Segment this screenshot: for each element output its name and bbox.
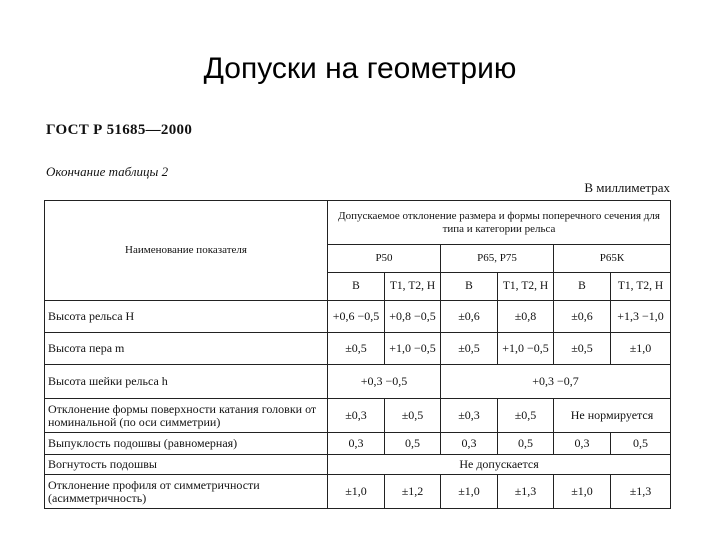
header-type-r65-r75: Р65, Р75 bbox=[441, 245, 554, 273]
table-cell-merged: +0,3 −0,5 bbox=[328, 365, 441, 399]
table-cell: ±1,2 bbox=[385, 475, 441, 509]
table-cell: ±0,5 bbox=[498, 399, 554, 433]
units-label: В миллиметрах bbox=[584, 180, 670, 195]
table-cell: ±1,3 bbox=[498, 475, 554, 509]
row-name: Вогнутость подошвы bbox=[45, 455, 328, 475]
table-cell: +1,0 −0,5 bbox=[385, 333, 441, 365]
table-cell: ±0,5 bbox=[385, 399, 441, 433]
table-cell: +1,0 −0,5 bbox=[498, 333, 554, 365]
header-type-r65k: Р65К bbox=[554, 245, 671, 273]
row-name: Высота рельса H bbox=[45, 301, 328, 333]
tolerance-table bbox=[44, 200, 671, 509]
table-cell: ±0,8 bbox=[498, 301, 554, 333]
row-name: Высота шейки рельса h bbox=[45, 365, 328, 399]
table-cell: 0,3 bbox=[328, 433, 385, 455]
table-cell: +0,8 −0,5 bbox=[385, 301, 441, 333]
table-cell: ±1,0 bbox=[611, 333, 671, 365]
header-tolerance-group: Допускаемое отклонение размера и формы поперечного сечения для типа и категории рельса bbox=[328, 201, 671, 245]
header-category: Т1, Т2, Н bbox=[498, 273, 554, 301]
table-row bbox=[45, 333, 671, 365]
table-cell: ±0,6 bbox=[554, 301, 611, 333]
header-category: В bbox=[328, 273, 385, 301]
table-cell: ±0,5 bbox=[554, 333, 611, 365]
table-cell: ±0,3 bbox=[441, 399, 498, 433]
table-row bbox=[45, 433, 671, 455]
table-row bbox=[45, 365, 671, 399]
table-cell-merged: +0,3 −0,7 bbox=[441, 365, 671, 399]
table-cell: ±1,0 bbox=[554, 475, 611, 509]
table-cell: ±1,0 bbox=[441, 475, 498, 509]
row-name: Отклонение профиля от симметричности (асимметричность) bbox=[45, 475, 328, 509]
header-category: Т1, Т2, Н bbox=[611, 273, 671, 301]
table-row bbox=[45, 301, 671, 333]
scanned-document bbox=[38, 118, 678, 533]
table-cell: ±1,3 bbox=[611, 475, 671, 509]
header-parameter-name: Наименование показателя bbox=[45, 201, 328, 301]
table-cell: ±0,3 bbox=[328, 399, 385, 433]
header-category: В bbox=[441, 273, 498, 301]
table-cell: +0,6 −0,5 bbox=[328, 301, 385, 333]
standard-number: ГОСТ Р 51685—2000 bbox=[46, 122, 193, 138]
table-cell: ±1,0 bbox=[328, 475, 385, 509]
row-name: Выпуклость подошвы (равномерная) bbox=[45, 433, 328, 455]
table-cell: 0,5 bbox=[498, 433, 554, 455]
table-cell-merged: Не нормируется bbox=[554, 399, 671, 433]
row-name: Отклонение формы поверхности катания головки от номинальной (по оси симметрии) bbox=[45, 399, 328, 433]
table-row bbox=[45, 455, 671, 475]
table-cell: 0,3 bbox=[554, 433, 611, 455]
table-cell: 0,5 bbox=[385, 433, 441, 455]
table-cell: +1,3 −1,0 bbox=[611, 301, 671, 333]
table-caption: Окончание таблицы 2 bbox=[46, 164, 169, 179]
table-cell: ±0,5 bbox=[441, 333, 498, 365]
table-cell-merged: Не допускается bbox=[328, 455, 671, 475]
table-row bbox=[45, 399, 671, 433]
header-category: В bbox=[554, 273, 611, 301]
row-name: Высота пера m bbox=[45, 333, 328, 365]
header-category: Т1, Т2, Н bbox=[385, 273, 441, 301]
table-row bbox=[45, 475, 671, 509]
table-cell: ±0,6 bbox=[441, 301, 498, 333]
table-cell: ±0,5 bbox=[328, 333, 385, 365]
slide-title: Допуски на геометрию bbox=[203, 52, 517, 85]
header-type-r50: Р50 bbox=[328, 245, 441, 273]
table-cell: 0,3 bbox=[441, 433, 498, 455]
table-cell: 0,5 bbox=[611, 433, 671, 455]
